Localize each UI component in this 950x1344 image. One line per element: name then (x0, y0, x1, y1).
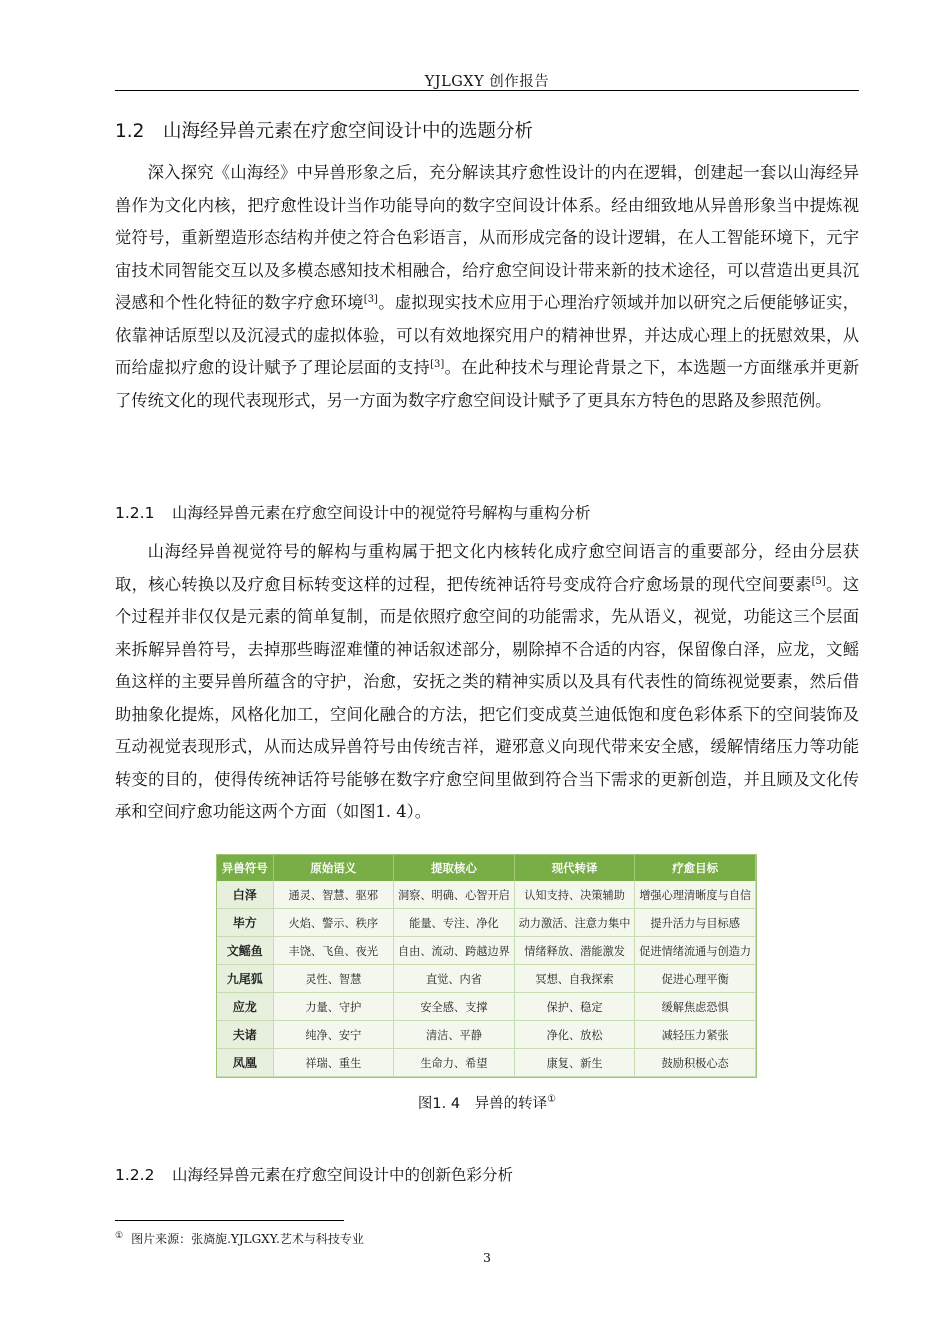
table-row (217, 993, 756, 1021)
table-cell: 保护、稳定 (514, 993, 635, 1021)
table-cell: 安全感、支撑 (394, 993, 515, 1021)
table-row (217, 965, 756, 993)
table-cell: 缓解焦虑恐惧 (635, 993, 756, 1021)
table-cell: 直觉、内省 (394, 965, 515, 993)
beast-name: 凤凰 (217, 1049, 273, 1077)
table-cell: 鼓励积极心态 (635, 1049, 756, 1077)
beast-name: 文鳐鱼 (217, 937, 273, 965)
running-header: YJLGXY 创作报告 (424, 74, 550, 90)
footnote-rule (115, 1220, 344, 1221)
footnote-mark: ① (115, 1231, 124, 1241)
table-cell: 冥想、自我探索 (514, 965, 635, 993)
table-cell: 祥瑞、重生 (273, 1049, 394, 1077)
table-cell: 洞察、明确、心智开启 (394, 881, 515, 909)
body-paragraph-2 (115, 536, 859, 829)
table-cell: 减轻压力紧张 (635, 1021, 756, 1049)
table-cell: 力量、守护 (273, 993, 394, 1021)
subsection-title: 山海经异兽元素在疗愈空间设计中的视觉符号解构与重构分析 (172, 504, 591, 522)
subsection-number: 1.2.1 (115, 504, 155, 522)
page-number: 3 (483, 1250, 491, 1265)
paragraph-text: 深入探究《山海经》中异兽形象之后，充分解读其疗愈性设计的内在逻辑，创建起一套以山海经异兽作为文化内核，把疗愈性设计当作功能导向的数字空间设计体系。经由细致地从异兽形象当中提炼视觉符号，重新塑造形态结构并使之符合色彩语言，从而形成完备的设计逻辑，在人工智能环境下，元宇宙技术同智能交互以及多模态感知技术相融合，给疗愈空间设计带来新的技术途径，可以营造出更具沉浸感和个性化特征的数字疗愈环境 (115, 163, 859, 312)
caption-text: 图1. 4 异兽的转译 (417, 1096, 548, 1112)
table-cell: 纯净、安宁 (273, 1021, 394, 1049)
figure-caption (115, 1092, 859, 1113)
column-header: 疗愈目标 (635, 855, 756, 881)
citation-ref: [3] (430, 359, 445, 370)
section-heading (115, 117, 533, 143)
column-header: 现代转译 (514, 855, 635, 881)
subsection-heading-2 (115, 1163, 513, 1185)
table-cell: 净化、放松 (514, 1021, 635, 1049)
table-cell: 认知支持、决策辅助 (514, 881, 635, 909)
table-cell: 动力激活、注意力集中 (514, 909, 635, 937)
subsection-number: 1.2.2 (115, 1166, 155, 1184)
beast-name: 九尾狐 (217, 965, 273, 993)
table-cell: 清洁、平静 (394, 1021, 515, 1049)
section-title: 山海经异兽元素在疗愈空间设计中的选题分析 (163, 121, 534, 142)
table-cell: 能量、专注、净化 (394, 909, 515, 937)
column-header: 原始语义 (273, 855, 394, 881)
footnote-mark: ① (547, 1094, 557, 1105)
table-cell: 灵性、智慧 (273, 965, 394, 993)
paragraph-text: 。虚拟现实技术应用于心理治疗领域并加以研究之后便能够证实，依靠神话原型以及沉浸式的虚拟体验，可以有效地探究用户的精神世界，并达成心理上的抚慰效果，从而给虚拟疗愈的设计赋予了理论层面的支持 (115, 293, 859, 377)
table-cell: 增强心理清晰度与自信 (635, 881, 756, 909)
table-row (217, 937, 756, 965)
table-cell: 自由、流动、跨越边界 (394, 937, 515, 965)
table-cell: 火焰、警示、秩序 (273, 909, 394, 937)
paragraph-text: 。这个过程并非仅仅是元素的简单复制，而是依照疗愈空间的功能需求，先从语义，视觉，功能这三个层面来拆解异兽符号，去掉那些晦涩难懂的神话叙述部分，剔除掉不合适的内容，保留像白泽，应龙，文鳐鱼这样的主要异兽所蕴含的守护，治愈，安抚之类的精神实质以及具有代表性的简练视觉要素，然后借助抽象化提炼，风格化加工，空间化融合的方法，把它们变成莫兰迪低饱和度色彩体系下的空间装饰及互动视觉表现形式，从而达成异兽符号由传统吉祥，避邪意义向现代带来安全感，缓解情绪压力等功能转变的目的，使得传统神话符号能够在数字疗愈空间里做到符合当下需求的更新创造，并且顾及文化传承和空间疗愈功能这两个方面（如图1. 4）。 (115, 574, 859, 821)
column-header: 异兽符号 (217, 855, 273, 881)
table-cell: 康复、新生 (514, 1049, 635, 1077)
table-header-row (217, 855, 756, 881)
header-rule (115, 90, 859, 91)
subsection-heading-1 (115, 501, 591, 523)
table-row (217, 1021, 756, 1049)
column-header: 提取核心 (394, 855, 515, 881)
paragraph-text: 。在此种技术与理论背景之下，本选题一方面继承并更新了传统文化的现代表现形式，另一方面为数字疗愈空间设计赋予了更具东方特色的思路及参照范例。 (115, 358, 859, 410)
citation-ref: [5] (811, 575, 826, 587)
citation-ref: [3] (363, 294, 378, 305)
beast-translation-table (217, 855, 756, 1077)
table-cell: 促进心理平衡 (635, 965, 756, 993)
body-paragraph-1 (115, 157, 859, 417)
section-number: 1.2 (115, 121, 145, 142)
table-cell: 生命力、希望 (394, 1049, 515, 1077)
subsection-title: 山海经异兽元素在疗愈空间设计中的创新色彩分析 (172, 1166, 514, 1184)
table-cell: 通灵、智慧、驱邪 (273, 881, 394, 909)
table-row (217, 909, 756, 937)
table-cell: 提升活力与目标感 (635, 909, 756, 937)
beast-name: 应龙 (217, 993, 273, 1021)
paragraph-text: 山海经异兽视觉符号的解构与重构属于把文化内核转化成疗愈空间语言的重要部分，经由分层获取，核心转换以及疗愈目标转变这样的过程，把传统神话符号变成符合疗愈场景的现代空间要素 (115, 542, 859, 594)
footnote-text: 图片来源：张旖旎.YJLGXY.艺术与科技专业 (131, 1232, 364, 1246)
table-row (217, 1049, 756, 1077)
beast-name: 夫诸 (217, 1021, 273, 1049)
table-cell: 丰饶、飞鱼、夜光 (273, 937, 394, 965)
beast-name: 毕方 (217, 909, 273, 937)
footnote (115, 1230, 364, 1247)
table-row (217, 881, 756, 909)
beast-name: 白泽 (217, 881, 273, 909)
table-cell: 促进情绪流通与创造力 (635, 937, 756, 965)
table-cell: 情绪释放、潜能激发 (514, 937, 635, 965)
